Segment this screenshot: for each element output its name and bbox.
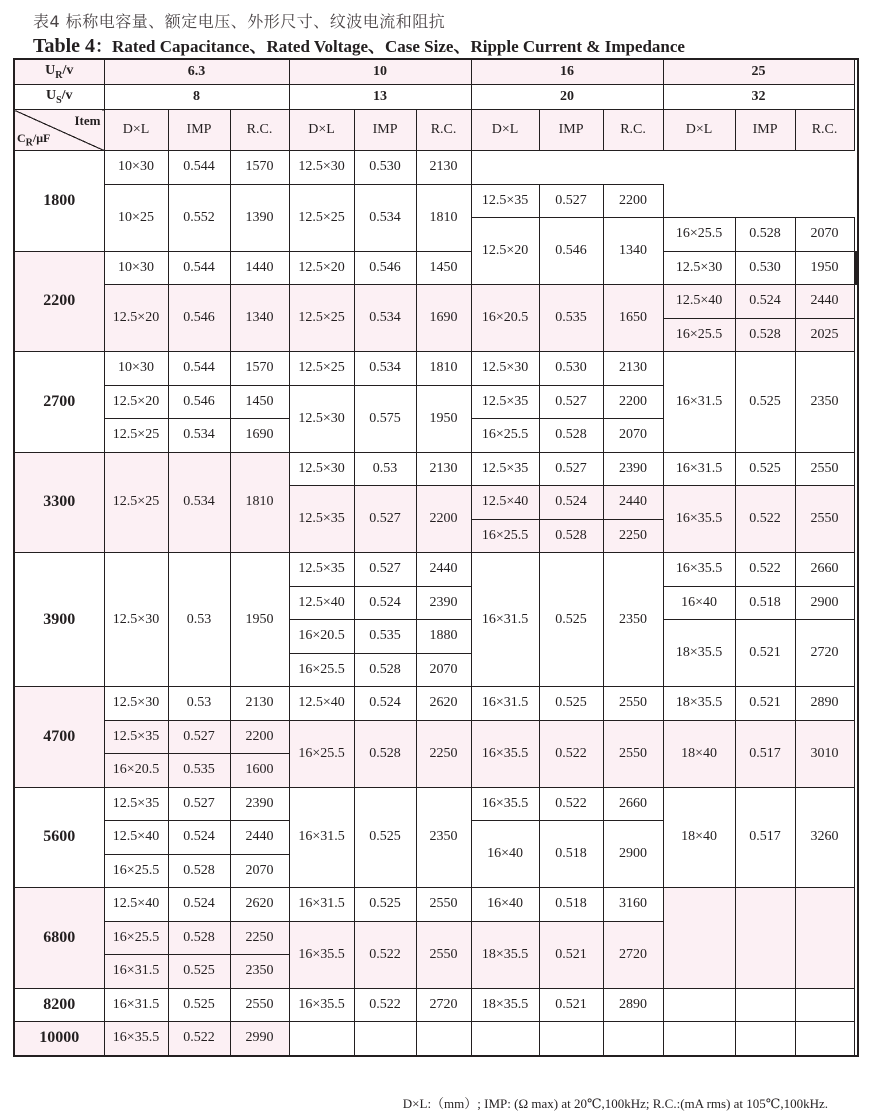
capacitance-cell: 8200 xyxy=(14,988,104,1022)
table-cell: 2550 xyxy=(795,452,854,486)
table-cell: 0.528 xyxy=(168,921,230,955)
rated-voltage-row xyxy=(14,59,858,85)
table-cell: 16×35.5 xyxy=(663,486,735,553)
table-cell: 18×35.5 xyxy=(471,921,539,988)
table-cell: 0.546 xyxy=(354,251,416,285)
table-cell: 2390 xyxy=(416,586,471,620)
table-cell: 12.5×30 xyxy=(663,251,735,285)
table-cell xyxy=(663,988,735,1022)
table-cell: 0.528 xyxy=(539,419,603,453)
capacitor-spec-table xyxy=(13,58,859,1057)
table-cell: 0.546 xyxy=(168,385,230,419)
table-cell: 0.534 xyxy=(168,419,230,453)
table-cell: 12.5×25 xyxy=(289,184,354,251)
table-cell: 16×25.5 xyxy=(663,318,735,352)
table-cell: 12.5×25 xyxy=(289,285,354,352)
table-cell: 2890 xyxy=(795,687,854,721)
table-cell: 12.5×25 xyxy=(289,352,354,386)
item-column-header: D×L xyxy=(289,110,354,151)
table-cell: 0.522 xyxy=(735,553,795,587)
table-cell: 0.535 xyxy=(539,285,603,352)
table-cell: 2550 xyxy=(603,687,663,721)
table-cell: 16×25.5 xyxy=(471,519,539,553)
table-cell: 2990 xyxy=(230,1022,289,1056)
table-cell: 0.527 xyxy=(168,787,230,821)
table-cell: 16×31.5 xyxy=(471,687,539,721)
table-cell xyxy=(289,1022,354,1056)
table-cell: 12.5×30 xyxy=(289,452,354,486)
table-cell: 12.5×30 xyxy=(104,553,168,687)
item-header-row xyxy=(14,110,858,151)
table-cell: 0.528 xyxy=(354,720,416,787)
table-cell: 16×35.5 xyxy=(471,787,539,821)
table-cell: 16×31.5 xyxy=(104,988,168,1022)
table-cell xyxy=(857,251,858,285)
table-cell xyxy=(539,1022,603,1056)
table-cell: 16×31.5 xyxy=(289,888,354,922)
table-cell: 2200 xyxy=(603,184,663,218)
table-cell xyxy=(663,888,735,989)
capacitance-cell: 5600 xyxy=(14,787,104,888)
table-cell: 16×31.5 xyxy=(663,452,735,486)
table-cell: 0.534 xyxy=(354,285,416,352)
table-cell: 0.528 xyxy=(354,653,416,687)
table-row xyxy=(14,687,858,721)
table-cell: 12.5×40 xyxy=(471,486,539,520)
table-cell: 0.524 xyxy=(354,687,416,721)
table-cell: 0.527 xyxy=(168,720,230,754)
table-footnote: D×L:（mm）; IMP: (Ω max) at 20℃,100kHz; R.C.:(mA rms) at 105℃,100kHz. xyxy=(402,1096,828,1111)
table-cell: 0.527 xyxy=(539,184,603,218)
table-cell: 2620 xyxy=(230,888,289,922)
table-row xyxy=(14,452,858,486)
table-cell xyxy=(735,1022,795,1056)
table-cell: 0.546 xyxy=(168,285,230,352)
table-cell: 18×40 xyxy=(663,787,735,888)
table-cell: 2720 xyxy=(416,988,471,1022)
table-row xyxy=(14,720,858,754)
table-cell: 0.525 xyxy=(735,352,795,453)
table-cell: 10×30 xyxy=(104,251,168,285)
table-cell: 1690 xyxy=(230,419,289,453)
item-column-header: R.C. xyxy=(230,110,289,151)
table-cell: 16×31.5 xyxy=(663,352,735,453)
table-cell: 2250 xyxy=(416,720,471,787)
table-cell: 2550 xyxy=(230,988,289,1022)
item-column-header: D×L xyxy=(663,110,735,151)
table-cell: 0.525 xyxy=(354,787,416,888)
table-cell: 0.521 xyxy=(539,921,603,988)
table-cell: 2720 xyxy=(795,620,854,687)
table-cell: 2070 xyxy=(416,653,471,687)
table-cell: 18×40 xyxy=(663,720,735,787)
table-cell: 0.528 xyxy=(735,318,795,352)
table-cell: 16×40 xyxy=(471,821,539,888)
table-cell: 16×35.5 xyxy=(289,988,354,1022)
table-cell: 0.575 xyxy=(354,385,416,452)
table-cell: 16×35.5 xyxy=(471,720,539,787)
table-cell: 16×35.5 xyxy=(663,553,735,587)
table-row xyxy=(14,151,858,185)
table-cell: 1390 xyxy=(230,184,289,251)
table-row xyxy=(14,285,858,319)
table-cell: 16×25.5 xyxy=(104,854,168,888)
table-cell: 2550 xyxy=(795,486,854,553)
table-cell: 0.534 xyxy=(354,184,416,251)
table-cell: 16×20.5 xyxy=(104,754,168,788)
table-cell: 2070 xyxy=(230,854,289,888)
item-column-header: D×L xyxy=(471,110,539,151)
table-cell: 2440 xyxy=(603,486,663,520)
capacitance-cell: 4700 xyxy=(14,687,104,788)
table-cell: 0.535 xyxy=(354,620,416,654)
table-cell: 0.522 xyxy=(539,720,603,787)
capacitance-cell: 6800 xyxy=(14,888,104,989)
table-cell: 0.522 xyxy=(735,486,795,553)
rated-voltage-cell: 6.3 xyxy=(104,59,289,85)
table-cell: 0.524 xyxy=(168,821,230,855)
table-title-chinese: 表4 标称电容量、额定电压、外形尺寸、纹波电流和阻抗 xyxy=(33,12,446,31)
table-cell: 12.5×40 xyxy=(104,821,168,855)
table-cell: 2440 xyxy=(230,821,289,855)
table-cell: 2130 xyxy=(416,452,471,486)
table-row xyxy=(14,787,858,821)
rated-voltage-label: $U_R/v$ xyxy=(14,59,104,85)
capacitance-cell: 3900 xyxy=(14,553,104,687)
table-cell xyxy=(735,988,795,1022)
table-cell: 1810 xyxy=(416,184,471,251)
table-cell: 10×30 xyxy=(104,151,168,185)
table-cell: 0.527 xyxy=(539,452,603,486)
table-cell: 16×40 xyxy=(471,888,539,922)
table-cell: 12.5×35 xyxy=(471,385,539,419)
table-cell: 12.5×20 xyxy=(289,251,354,285)
table-cell: 18×35.5 xyxy=(471,988,539,1022)
table-cell: 0.528 xyxy=(168,854,230,888)
capacitance-cell: 2700 xyxy=(14,352,104,453)
table-cell: 1450 xyxy=(416,251,471,285)
surge-voltage-label: $U_S/v$ xyxy=(14,85,104,110)
table-cell: 12.5×35 xyxy=(471,184,539,218)
table-cell: 0.53 xyxy=(168,687,230,721)
table-cell: 2130 xyxy=(603,352,663,386)
table-cell xyxy=(795,988,854,1022)
table-cell: 0.524 xyxy=(539,486,603,520)
table-cell: 0.525 xyxy=(168,955,230,989)
table-cell: 1950 xyxy=(416,385,471,452)
table-cell: 1450 xyxy=(230,385,289,419)
table-cell: 16×25.5 xyxy=(471,419,539,453)
item-column-header: R.C. xyxy=(795,110,854,151)
table-cell: 2660 xyxy=(795,553,854,587)
table-cell: 2900 xyxy=(603,821,663,888)
table-cell: 1570 xyxy=(230,352,289,386)
table-cell: 0.518 xyxy=(539,888,603,922)
table-cell: 3010 xyxy=(795,720,854,787)
rated-voltage-cell: 10 xyxy=(289,59,471,85)
table-cell: 2200 xyxy=(230,720,289,754)
table-cell: 12.5×40 xyxy=(104,888,168,922)
table-cell: 2440 xyxy=(795,285,854,319)
table-cell: 2200 xyxy=(603,385,663,419)
table-cell: 0.521 xyxy=(539,988,603,1022)
table-cell: 18×35.5 xyxy=(663,620,735,687)
table-cell: 0.530 xyxy=(354,151,416,185)
table-cell: 0.546 xyxy=(539,218,603,285)
item-column-header: IMP xyxy=(168,110,230,151)
table-cell: 0.530 xyxy=(735,251,795,285)
table-cell: 1690 xyxy=(416,285,471,352)
surge-voltage-cell: 8 xyxy=(104,85,289,110)
table-cell: 0.534 xyxy=(354,352,416,386)
table-cell: 1650 xyxy=(603,285,663,352)
table-row xyxy=(14,352,858,386)
item-column-header: R.C. xyxy=(416,110,471,151)
table-cell: 2720 xyxy=(603,921,663,988)
table-cell: 1440 xyxy=(230,251,289,285)
table-cell: 2440 xyxy=(416,553,471,587)
table-cell: 16×25.5 xyxy=(289,720,354,787)
table-row xyxy=(14,251,858,285)
table-number: Table 4 xyxy=(33,35,96,57)
table-cell xyxy=(354,1022,416,1056)
table-cell: 3260 xyxy=(795,787,854,888)
capacitance-cell: 2200 xyxy=(14,251,104,352)
table-cell: 12.5×30 xyxy=(471,352,539,386)
table-cell: 12.5×40 xyxy=(289,586,354,620)
table-cell: 0.544 xyxy=(168,352,230,386)
table-title-text: ：Rated Capacitance、Rated Voltage、Case Size、Ripple Current & Impedance xyxy=(95,37,685,56)
table-cell: 0.528 xyxy=(539,519,603,553)
rated-voltage-cell: 25 xyxy=(663,59,854,85)
table-cell: 16×25.5 xyxy=(663,218,735,252)
table-cell: 2250 xyxy=(230,921,289,955)
table-cell: 2890 xyxy=(603,988,663,1022)
table-cell: 16×20.5 xyxy=(289,620,354,654)
table-row xyxy=(14,888,858,922)
table-cell: 0.544 xyxy=(168,151,230,185)
surge-voltage-cell: 20 xyxy=(471,85,663,110)
table-cell: 0.525 xyxy=(168,988,230,1022)
capacitance-cell: 3300 xyxy=(14,452,104,553)
capacitance-cell: 1800 xyxy=(14,151,104,252)
table-cell: 0.521 xyxy=(735,620,795,687)
table-cell: 12.5×35 xyxy=(104,787,168,821)
surge-voltage-row xyxy=(14,85,858,110)
capacitance-cell: 10000 xyxy=(14,1022,104,1056)
table-cell: 0.527 xyxy=(354,553,416,587)
table-cell: 2550 xyxy=(416,888,471,922)
table-cell: 2200 xyxy=(416,486,471,553)
table-cell: 0.525 xyxy=(354,888,416,922)
table-row xyxy=(14,988,858,1022)
table-cell: 16×31.5 xyxy=(289,787,354,888)
table-cell: 2550 xyxy=(603,720,663,787)
table-cell: 1340 xyxy=(603,218,663,285)
table-cell: 0.524 xyxy=(354,586,416,620)
table-cell: 2070 xyxy=(603,419,663,453)
table-cell xyxy=(603,1022,663,1056)
table-cell xyxy=(735,888,795,989)
table-cell: 2350 xyxy=(230,955,289,989)
table-cell: 2350 xyxy=(795,352,854,453)
table-cell: 16×25.5 xyxy=(104,921,168,955)
table-cell: 12.5×35 xyxy=(104,720,168,754)
table-cell: 2390 xyxy=(603,452,663,486)
table-cell: 1810 xyxy=(230,452,289,553)
table-cell xyxy=(416,1022,471,1056)
table-cell: 12.5×35 xyxy=(471,452,539,486)
table-cell xyxy=(663,1022,735,1056)
table-cell: 12.5×30 xyxy=(289,151,354,185)
table-cell: 0.53 xyxy=(354,452,416,486)
table-cell: 0.522 xyxy=(539,787,603,821)
table-cell: 0.522 xyxy=(354,921,416,988)
table-cell: 0.524 xyxy=(168,888,230,922)
table-cell: 12.5×35 xyxy=(289,553,354,587)
item-column-header: IMP xyxy=(354,110,416,151)
table-cell: 12.5×35 xyxy=(289,486,354,553)
table-cell: 1950 xyxy=(795,251,854,285)
table-cell: 0.521 xyxy=(735,687,795,721)
table-cell: 0.518 xyxy=(735,586,795,620)
table-cell: 2350 xyxy=(603,553,663,687)
table-cell: 16×20.5 xyxy=(471,285,539,352)
table-cell xyxy=(471,1022,539,1056)
item-column-header: IMP xyxy=(735,110,795,151)
table-cell: 16×40 xyxy=(663,586,735,620)
table-cell: 0.525 xyxy=(735,452,795,486)
table-cell: 2660 xyxy=(603,787,663,821)
table-row xyxy=(14,184,858,218)
table-cell: 16×31.5 xyxy=(471,553,539,687)
table-cell: 12.5×40 xyxy=(289,687,354,721)
table-cell: 0.522 xyxy=(354,988,416,1022)
table-cell: 1950 xyxy=(230,553,289,687)
table-cell: 2390 xyxy=(230,787,289,821)
item-header-label: Item xyxy=(74,113,101,128)
table-title-english xyxy=(33,32,685,58)
table-cell: 12.5×20 xyxy=(104,285,168,352)
table-cell: 18×35.5 xyxy=(663,687,735,721)
table-cell: 0.552 xyxy=(168,184,230,251)
table-cell xyxy=(795,888,854,989)
table-cell: 2250 xyxy=(603,519,663,553)
table-cell: 1340 xyxy=(230,285,289,352)
table-cell: 0.524 xyxy=(735,285,795,319)
table-row xyxy=(14,1022,858,1056)
table-cell: 0.530 xyxy=(539,352,603,386)
item-column-header: R.C. xyxy=(603,110,663,151)
table-cell: 16×25.5 xyxy=(289,653,354,687)
table-cell: 12.5×40 xyxy=(663,285,735,319)
table-cell: 2550 xyxy=(416,921,471,988)
table-cell: 2025 xyxy=(795,318,854,352)
table-cell: 0.525 xyxy=(539,553,603,687)
table-cell: 12.5×20 xyxy=(471,218,539,285)
item-column-header: IMP xyxy=(539,110,603,151)
table-cell: 0.527 xyxy=(539,385,603,419)
corner-header-cell xyxy=(14,110,104,151)
table-cell: 0.517 xyxy=(735,720,795,787)
table-cell: 0.534 xyxy=(168,452,230,553)
table-cell: 1810 xyxy=(416,352,471,386)
table-cell: 12.5×30 xyxy=(104,687,168,721)
table-cell: 12.5×30 xyxy=(289,385,354,452)
surge-voltage-cell: 13 xyxy=(289,85,471,110)
table-cell: 1570 xyxy=(230,151,289,185)
table-cell: 12.5×25 xyxy=(104,452,168,553)
table-cell: 16×31.5 xyxy=(104,955,168,989)
table-cell: 0.53 xyxy=(168,553,230,687)
table-cell: 2620 xyxy=(416,687,471,721)
table-cell: 12.5×25 xyxy=(104,419,168,453)
table-cell: 0.535 xyxy=(168,754,230,788)
table-cell: 2130 xyxy=(416,151,471,185)
table-cell: 0.527 xyxy=(354,486,416,553)
table-cell: 10×30 xyxy=(104,352,168,386)
table-cell: 0.522 xyxy=(168,1022,230,1056)
table-cell: 10×25 xyxy=(104,184,168,251)
table-cell: 0.528 xyxy=(735,218,795,252)
capacitance-header-label: $C_R/\mu F$ xyxy=(17,130,51,148)
table-cell: 2130 xyxy=(230,687,289,721)
table-cell: 2900 xyxy=(795,586,854,620)
table-cell: 1600 xyxy=(230,754,289,788)
rated-voltage-cell: 16 xyxy=(471,59,663,85)
table-cell: 0.525 xyxy=(539,687,603,721)
surge-voltage-cell: 32 xyxy=(663,85,854,110)
table-cell: 0.518 xyxy=(539,821,603,888)
table-row xyxy=(14,553,858,587)
table-cell xyxy=(795,1022,854,1056)
table-cell: 2350 xyxy=(416,787,471,888)
table-cell: 3160 xyxy=(603,888,663,922)
table-cell: 0.544 xyxy=(168,251,230,285)
table-cell: 1880 xyxy=(416,620,471,654)
table-cell: 16×35.5 xyxy=(104,1022,168,1056)
table-cell: 12.5×20 xyxy=(104,385,168,419)
table-cell: 2070 xyxy=(795,218,854,252)
item-column-header: D×L xyxy=(104,110,168,151)
table-cell: 0.517 xyxy=(735,787,795,888)
table-cell: 16×35.5 xyxy=(289,921,354,988)
